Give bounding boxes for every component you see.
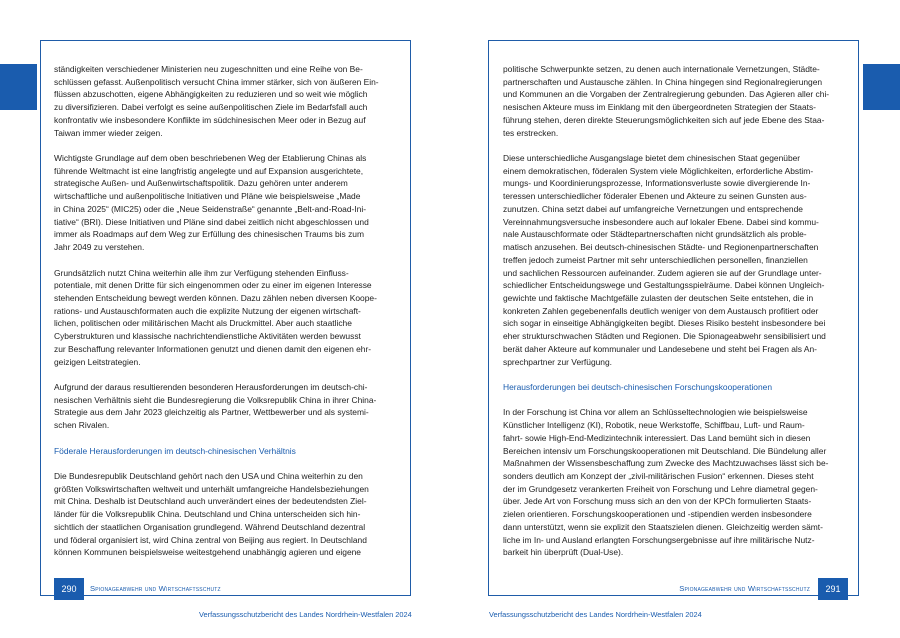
body-paragraph (54, 152, 394, 254)
body-paragraph (54, 470, 394, 559)
page-number-right: 291 (818, 578, 848, 600)
text-line: liche im In- und Ausland erlangten Forschungsergebnisse auf ihre militärische Nutz- (503, 534, 815, 545)
text-line: Grundsätzlich nutzt China weiterhin alle ihm zur Verfügung stehenden Einfluss- (54, 267, 349, 278)
text-line: sichtlich der staatlichen Organisation grundlegend. Während Deutschland dezentral (54, 521, 366, 532)
text-line: tes erstrecken. (503, 127, 559, 138)
footer-left: Verfassungsschutzbericht des Landes Nordrhein-Westfalen 2024 (199, 610, 412, 619)
text-line: mungs- und Koordinierungsprozesse, Informationsverluste sowie divergierende In- (503, 178, 811, 189)
text-line: zu diversifizieren. Dabei verfolgt es seine außenpolitischen Ziele im Bedarfsfall auch (54, 102, 368, 113)
text-line: zur Beschaffung relevanter Informationen genutzt und dienen damit den eigenen ehr- (54, 343, 372, 354)
paragraph-gap (54, 368, 394, 381)
text-line: politische Schwerpunkte setzen, zu denen auch internationale Vernetzungen, Städte- (503, 64, 820, 74)
text-line: rations- und Austauschformaten auch die explizite Nutzung der eigenen wirtschaft- (54, 305, 361, 316)
text-line: potentiale, mit denen Dritte für sich eingenommen oder zu einer im eigenen Interesse (54, 280, 372, 291)
left-corner-tab (0, 64, 37, 110)
text-line: treffen jedoch zumeist Partner mit sehr unterschiedlichen personellen, finanziellen (503, 254, 808, 265)
text-line: teressen unterschiedlicher föderaler Ebenen und Akteure zu seinen Gunsten aus- (503, 191, 807, 202)
text-line: Maßnahmen der Wissensbeschaffung zum Zwecke des Machtzuwachses lässt sich be- (503, 458, 829, 469)
text-line: In der Forschung ist China vor allem an Schlüsseltechnologien wie beispielsweise (503, 407, 808, 418)
chapter-title-left: Spionageabwehr und Wirtschaftsschutz (90, 584, 221, 593)
text-line: schen Rivalen. (54, 420, 110, 431)
text-line: konkreten Zahlen gegebenenfalls deutlich weniger von dem Austausch profitiert oder (503, 305, 819, 316)
text-line: in China 2025“ (MIC25) oder die „Neue Seidenstraße“ genannte „Belt-and-Road-Ini- (54, 203, 367, 214)
text-line: barkeit hin überprüft (Dual-Use). (503, 547, 624, 558)
text-line: geizigen Leitstrategien. (54, 356, 141, 367)
text-line: stehenden Entscheidung bewegt werden können. Dazu zählen neben diversen Koope- (54, 292, 377, 303)
text-line: flüssen abzuschotten, eigene Abhängigkeiten zu reduzieren und so weit wie möglich (54, 89, 368, 100)
text-line: nesischen Verhältnis sieht die Bundesregierung die Volksrepublik China in ihrer China- (54, 394, 377, 405)
text-line: wirtschaftliche und außenpolitische Initiativen und Pläne wie beispielsweise „Made (54, 191, 361, 202)
text-line: schlüssen gefasst. Außenpolitisch versucht China immer stärker, sich von äußeren Ein- (54, 76, 379, 87)
body-paragraph (54, 63, 394, 139)
text-line: nale Austauschformate oder Städtepartnerschaften nicht grundsätzlich als proble- (503, 229, 807, 240)
right-page-body (503, 63, 843, 559)
text-line: der im Grundgesetz verankerten Freiheit von Forschung und Lehre diametral gegen- (503, 483, 818, 494)
text-line: ständigkeiten verschiedener Ministerien neu zugeschnitten und eine Reihe von Be- (54, 64, 363, 74)
paragraph-gap (503, 139, 843, 152)
text-line: einem demokratischen, föderalen System viele Möglichkeiten, erforderliche Abstim- (503, 165, 814, 176)
text-line: konfrontativ wie insbesondere Konflikte im südchinesischen Meer oder in Bezug auf (54, 114, 366, 125)
paragraph-gap (54, 457, 394, 470)
text-line: fahrt- sowie High-End-Medizintechnik interessiert. Das Land bemüht sich in diesen (503, 432, 811, 443)
text-line: nesischen Akteure muss im Einklang mit den übergeordneten Strategien der Staats- (503, 102, 816, 113)
body-paragraph (503, 406, 843, 559)
body-paragraph (503, 63, 843, 139)
text-line: Diese unterschiedliche Ausgangslage bietet dem chinesischen Staat gegenüber (503, 153, 801, 164)
text-line: und föderal organisiert ist, wird China zentral von Beijing aus regiert. In Deutschland (54, 534, 367, 545)
text-line: sprechpartner zur Verfügung. (503, 356, 613, 367)
chapter-title-right: Spionageabwehr und Wirtschaftsschutz (679, 584, 810, 593)
text-line: Cyberstrukturen und klassische nachrichtendienstliche Aktivitäten werden bewusst (54, 331, 361, 342)
text-line: gewichte und faktische Machtgefälle zulasten der deutschen Seite entstehen, die in (503, 292, 814, 303)
text-line: schiedlicher Entscheidungswege und Gestaltungsspielräume. Dabei können Ungleich- (503, 280, 825, 291)
text-line: berät daher Akteure auf kommunaler und Landesebene und steht bei Fragen als An- (503, 343, 817, 354)
text-line: Taiwan immer wieder zeigen. (54, 127, 163, 138)
text-line: Wichtigste Grundlage auf dem oben beschriebenen Weg der Etablierung Chinas als (54, 153, 367, 164)
text-line: Künstlicher Intelligenz (KI), Robotik, neue Werkstoffe, Schiffbau, Luft- und Raum- (503, 420, 805, 431)
text-line: lichen, politischen oder militärischen Macht als Druckmittel. Aber auch staatliche (54, 318, 352, 329)
text-line: dann unterstützt, wenn sie explizit den Staatszielen dienen. Gleichzeitig werden sämt- (503, 521, 823, 532)
text-line: tiative“ (BRI). Diese Initiativen und Pläne sind dabei zeitlich nicht abgeschlossen und (54, 216, 369, 227)
section-heading: Herausforderungen bei deutsch-chinesischen Forschungskooperationen (503, 381, 773, 392)
text-line: führende Weltmacht ist eine langfristig angelegte und auf Expansion ausgerichtete, (54, 165, 364, 176)
text-line: immer als Roadmaps auf dem Weg zur Erfüllung des chinesischen Traums bis zum (54, 229, 364, 240)
text-line: Bereichen intensiv um Forschungskooperationen mit Deutschland. Die Bündelung aller (503, 445, 827, 456)
text-line: sich sogar in einseitige Abhängigkeiten begibt. Dieses Risiko besteht insbesondere bei (503, 318, 826, 329)
body-paragraph (54, 267, 394, 369)
text-line: zielen orientieren. Forschungskooperationen und -stipendien werden insbesondere (503, 509, 812, 520)
text-line: eher strukturschwachen Städten und Regionen. Die Spionageabwehr sensibilisiert und (503, 331, 826, 342)
section-heading: Föderale Herausforderungen im deutsch-chinesischen Verhältnis (54, 445, 296, 456)
text-line: über. Jede Art von Forschung muss sich an den von der KPCh formulierten Staats- (503, 496, 812, 507)
text-line: und Kommunen an die Vorgaben der Zentralregierung gebunden. Das Agieren aller chi- (503, 89, 830, 100)
paragraph-gap (54, 139, 394, 152)
right-corner-tab (863, 64, 900, 110)
text-line: länder für die Volksrepublik China. Deutschland und China unterscheiden sich hin- (54, 509, 361, 520)
body-paragraph (54, 381, 394, 432)
text-line: sonders deutlich am Konzept der „zivil-militärischen Fusion“ erkennen. Dieses steht (503, 471, 814, 481)
text-line: strategische Außen- und Außenwirtschaftspolitik. Dazu gehören unter anderem (54, 178, 348, 189)
body-paragraph (503, 152, 843, 368)
left-page-body (54, 63, 394, 559)
text-line: Jahr 2049 zu verstehen. (54, 242, 145, 253)
text-line: matisch anzusehen. Bei deutsch-chinesischen Städte- und Regionenpartnerschaften (503, 242, 819, 253)
footer-right: Verfassungsschutzbericht des Landes Nordrhein-Westfalen 2024 (489, 610, 702, 619)
text-line: zunutzen. China setzt dabei auf umfangreiche Vernetzungen und entsprechende (503, 203, 803, 214)
paragraph-gap (503, 368, 843, 381)
text-line: können Kommunen beispielsweise weitestgehend unabhängig agieren und eigene (54, 547, 361, 558)
paragraph-gap (54, 432, 394, 445)
text-line: mit China. Deshalb ist Deutschland auch unverändert eines der bedeutendsten Ziel- (54, 496, 367, 507)
text-line: Vereinnahmungsversuche insbesondere auch auf lokaler Ebene. Dabei sind kommu- (503, 216, 819, 227)
text-line: Die Bundesrepublik Deutschland gehört nach den USA und China weiterhin zu den (54, 471, 363, 481)
text-line: größten Volkswirtschaften weltweit und unterhält umfangreiche Handelsbeziehungen (54, 483, 369, 494)
text-line: führung stehen, deren direkte Steuerungsmöglichkeiten sich auf jede Ebene des Staa- (503, 114, 825, 125)
paragraph-gap (54, 254, 394, 267)
text-line: und sachlichen Ressourcen aufeinander. Zudem agieren sie auf der Grundlage unter- (503, 267, 822, 278)
text-line: Strategie aus dem Jahr 2023 gleichzeitig als Partner, Wettbewerber und als systemi- (54, 407, 369, 418)
paragraph-gap (503, 394, 843, 407)
text-line: Aufgrund der daraus resultierenden besonderen Herausforderungen im deutsch-chi- (54, 381, 368, 392)
page-number-left: 290 (54, 578, 84, 600)
text-line: partnerschaften und Austausche zählen. In China hingegen sind Regionalregierungen (503, 76, 823, 87)
